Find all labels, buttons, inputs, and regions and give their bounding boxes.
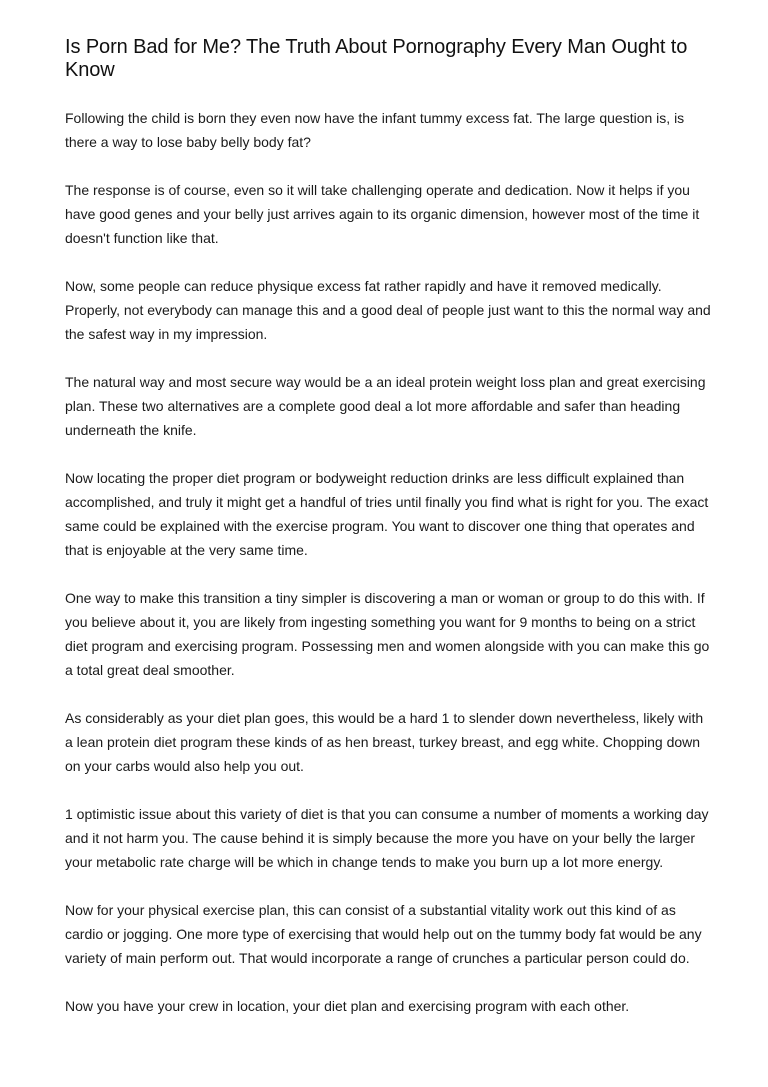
paragraph: The response is of course, even so it will take challenging operate and dedication. Now it helps if you have good genes and your belly just arrives again to its organic dimension, however most of the time it doesn't function like that. [65, 182, 700, 246]
paragraph: The natural way and most secure way would be a an ideal protein weight loss plan and great exercising plan. These two alternatives are a complete good deal a lot more affordable and safer than heading underneath the knife. [65, 374, 706, 438]
document-body [65, 106, 713, 1018]
paragraph: One way to make this transition a tiny simpler is discovering a man or woman or group to do this with. If you believe about it, you are likely from ingesting something you want for 9 months to being on a strict diet program and exercising program. Possessing men and women alongside with you can make this go a total great deal smoother. [65, 590, 710, 678]
paragraph: 1 optimistic issue about this variety of diet is that you can consume a number of moments a working day and it not harm you. The cause behind it is simply because the more you have on your belly the larger your metabolic rate charge will be which in change tends to make you burn up a lot more energy. [65, 806, 709, 870]
paragraph: Now for your physical exercise plan, this can consist of a substantial vitality work out this kind of as cardio or jogging. One more type of exercising that would help out on the tummy body fat would be any variety of main perform out. That would incorporate a range of crunches a particular person could do. [65, 902, 702, 966]
paragraph: Now, some people can reduce physique excess fat rather rapidly and have it removed medically. Properly, not everybody can manage this and a good deal of people just want to this the normal way and the safest way in my impression. [65, 278, 711, 342]
document-title: Is Porn Bad for Me? The Truth About Pornography Every Man Ought to Know [65, 36, 688, 81]
paragraph: Now locating the proper diet program or bodyweight reduction drinks are less difficult explained than accomplished, and truly it might get a handful of tries until finally you find what is right for you. The exact same could be explained with the exercise program. You want to discover one thing that operates and that is enjoyable at the very same time. [65, 470, 709, 558]
paragraph: As considerably as your diet plan goes, this would be a hard 1 to slender down nevertheless, likely with a lean protein diet program these kinds of as hen breast, turkey breast, and egg white. Chopping down on your carbs would also help you out. [65, 710, 704, 774]
paragraph: Now you have your crew in location, your diet plan and exercising program with each other. [65, 998, 630, 1014]
paragraph: Following the child is born they even now have the infant tummy excess fat. The large question is, is there a way to lose baby belly body fat? [65, 110, 685, 150]
document-page [65, 36, 713, 1042]
